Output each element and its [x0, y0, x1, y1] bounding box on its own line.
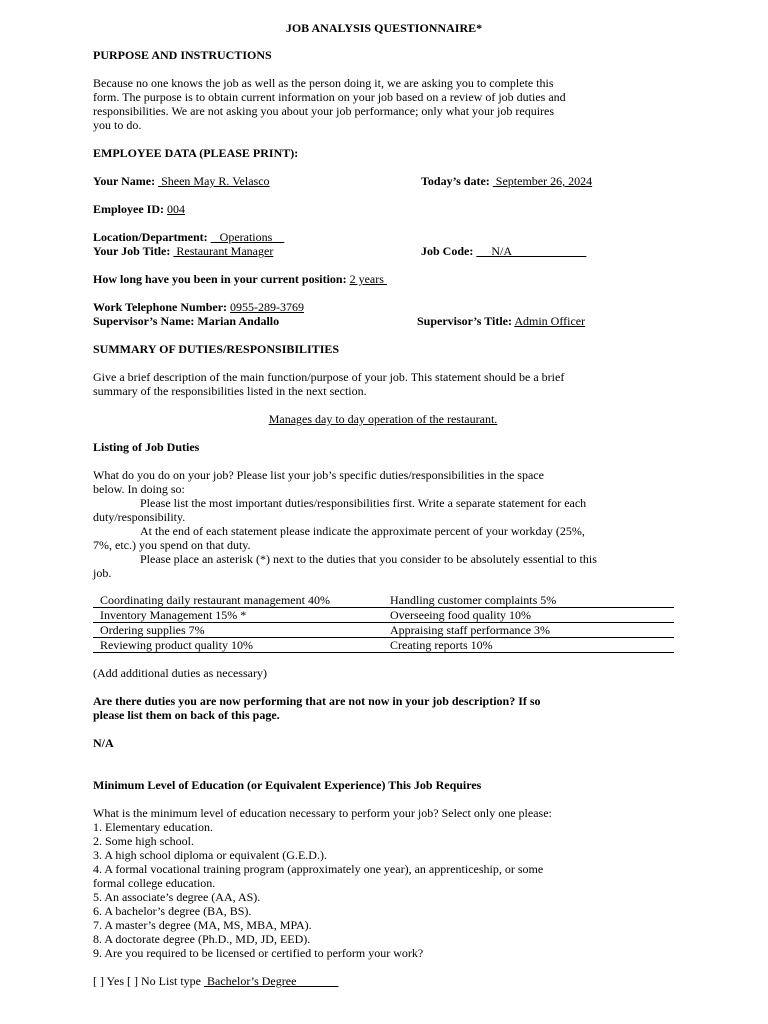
duties-line: At the end of each statement please indicate the approximate percent of your workday (25%, — [140, 524, 585, 538]
duties-heading: Listing of Job Duties — [93, 440, 200, 454]
education-heading: Minimum Level of Education (or Equivalent Experience) This Job Requires — [93, 778, 482, 792]
job-title-value: Restaurant Manager — [173, 244, 274, 258]
duty-cell: Inventory Management 15% * — [100, 608, 247, 622]
summary-statement: Manages day to day operation of the restaurant. — [268, 412, 498, 426]
date-label: Today’s date: — [421, 174, 490, 188]
job-code-row — [421, 244, 586, 258]
supervisor-title-value: Admin Officer — [514, 314, 586, 328]
duties-line: What do you do on your job? Please list your job’s specific duties/responsibilities in the space — [93, 468, 544, 482]
tenure-row — [93, 272, 387, 286]
extra-duties-question: Are there duties you are now performing that are not now in your job description? If so — [93, 694, 541, 708]
name-value: Sheen May R. Velasco — [158, 174, 270, 188]
education-option: 6. A bachelor’s degree (BA, BS). — [93, 904, 252, 918]
purpose-line: Because no one knows the job as well as the person doing it, we are asking you to complete this — [93, 76, 554, 90]
license-type-value: Bachelor’s Degree — [204, 974, 339, 988]
supervisor-name: Supervisor’s Name: Marian Andallo — [93, 314, 280, 328]
duties-line: 7%, etc.) you spend on that duty. — [93, 538, 251, 552]
duty-cell: Appraising staff performance 3% — [390, 623, 551, 637]
purpose-line: form. The purpose is to obtain current information on your job based on a review of job duties and — [93, 90, 566, 104]
duty-cell: Ordering supplies 7% — [100, 623, 205, 637]
employee-id-value: 004 — [167, 202, 185, 216]
duties-line: below. In doing so: — [93, 482, 185, 496]
summary-statement-row — [93, 412, 673, 426]
phone-value: 0955-289-3769 — [230, 300, 305, 314]
employee-heading: EMPLOYEE DATA (PLEASE PRINT): — [93, 146, 299, 160]
add-duties-note: (Add additional duties as necessary) — [93, 666, 267, 680]
supervisor-title-row — [417, 314, 585, 328]
tenure-label: How long have you been in your current position: — [93, 272, 347, 286]
extra-duties-answer: N/A — [93, 736, 114, 750]
education-option: 4. A formal vocational training program (approximately one year), an apprenticeship, or some — [93, 862, 544, 876]
duty-cell: Reviewing product quality 10% — [100, 638, 253, 652]
education-option: 7. A master’s degree (MA, MS, MBA, MPA). — [93, 918, 312, 932]
job-code-label: Job Code: — [421, 244, 474, 258]
employee-id-row — [93, 202, 185, 216]
supervisor-title-label: Supervisor’s Title: — [417, 314, 512, 328]
name-label: Your Name: — [93, 174, 156, 188]
phone-row — [93, 300, 304, 314]
duties-line: Please place an asterisk (*) next to the duties that you consider to be absolutely essential to this — [140, 552, 597, 566]
department-label: Location/Department: — [93, 230, 208, 244]
education-option: 2. Some high school. — [93, 834, 194, 848]
education-option: 1. Elementary education. — [93, 820, 213, 834]
education-option: formal college education. — [93, 876, 216, 890]
date-value: September 26, 2024 — [492, 174, 593, 188]
duties-table — [93, 593, 674, 653]
job-title-label: Your Job Title: — [93, 244, 171, 258]
duty-cell: Handling customer complaints 5% — [390, 593, 557, 607]
job-title-row — [93, 244, 273, 258]
duty-cell: Overseeing food quality 10% — [390, 608, 531, 622]
summary-line: Give a brief description of the main function/purpose of your job. This statement should be a brief — [93, 370, 565, 384]
extra-duties-question: please list them on back of this page. — [93, 708, 280, 722]
duties-line: job. — [93, 566, 112, 580]
purpose-line: responsibilities. We are not asking you about your job performance; only what your job requires — [93, 104, 555, 118]
duties-line: Please list the most important duties/responsibilities first. Write a separate statement for each — [140, 496, 587, 510]
summary-heading: SUMMARY OF DUTIES/RESPONSIBILITIES — [93, 342, 340, 356]
document-title: JOB ANALYSIS QUESTIONNAIRE* — [285, 21, 483, 35]
tenure-value: 2 years — [349, 272, 387, 286]
education-option: 9. Are you required to be licensed or certified to perform your work? — [93, 946, 424, 960]
license-row — [93, 974, 338, 988]
department-row — [93, 230, 284, 244]
table-row — [93, 623, 674, 638]
purpose-line: you to do. — [93, 118, 142, 132]
duty-cell: Creating reports 10% — [390, 638, 493, 652]
education-option: 5. An associate’s degree (AA, AS). — [93, 890, 261, 904]
license-checkboxes: [ ] Yes [ ] No List type — [93, 974, 204, 988]
department-value: Operations — [210, 230, 285, 244]
table-row — [93, 608, 674, 623]
duty-cell: Coordinating daily restaurant management 40% — [100, 593, 330, 607]
education-option: 8. A doctorate degree (Ph.D., MD, JD, EED). — [93, 932, 311, 946]
summary-line: summary of the responsibilities listed in the next section. — [93, 384, 367, 398]
education-option: 3. A high school diploma or equivalent (G.E.D.). — [93, 848, 327, 862]
job-code-value: N/A — [476, 244, 587, 258]
table-row — [93, 638, 674, 653]
duties-line: duty/responsibility. — [93, 510, 186, 524]
purpose-heading: PURPOSE AND INSTRUCTIONS — [93, 48, 272, 62]
education-question: What is the minimum level of education necessary to perform your job? Select only one please: — [93, 806, 552, 820]
name-row — [93, 174, 270, 188]
date-row — [421, 174, 592, 188]
phone-label: Work Telephone Number: — [93, 300, 228, 314]
employee-id-label: Employee ID: — [93, 202, 164, 216]
table-row — [93, 593, 674, 608]
